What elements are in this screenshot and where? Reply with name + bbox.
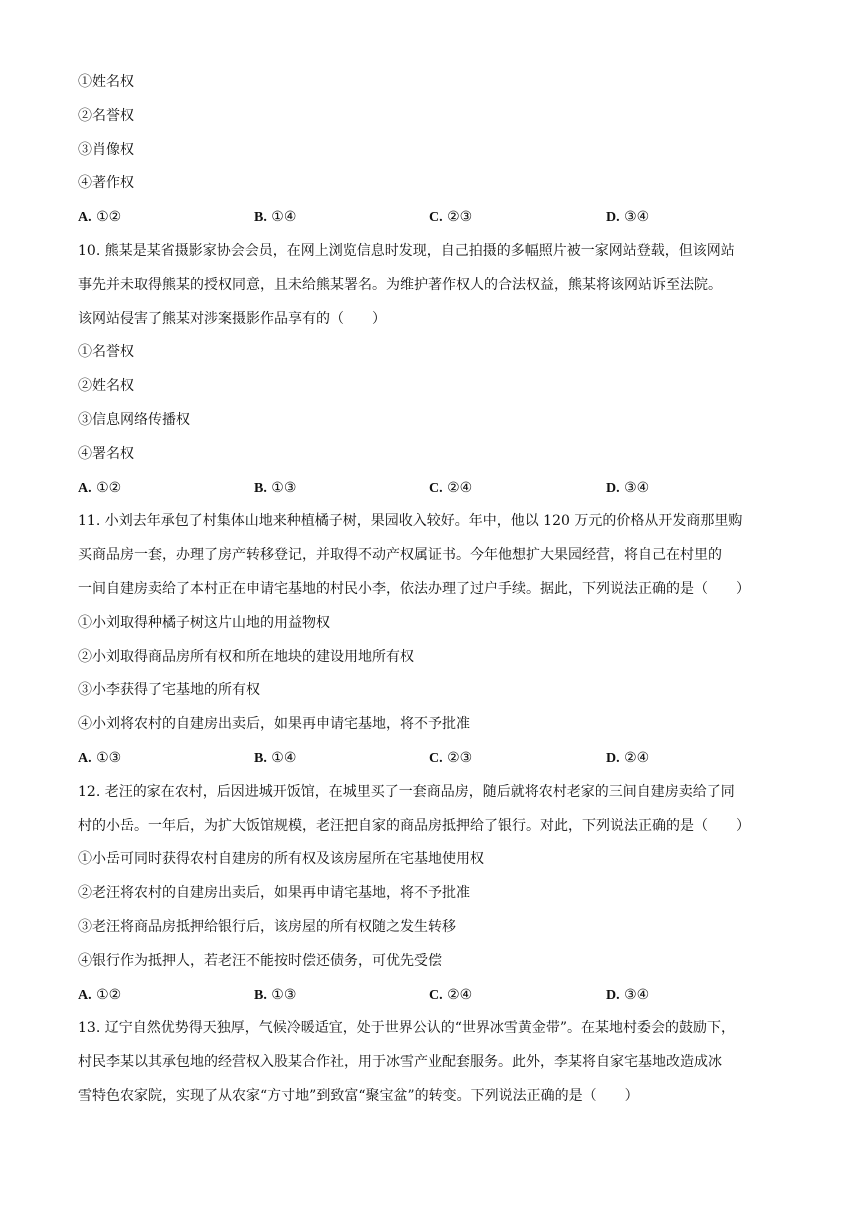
question-stem-line: 11. 小刘去年承包了村集体山地来种植橘子树，果园收入较好。年中，他以 120 万元的价格从开发商那里购 — [78, 513, 743, 530]
choice-item: ③信息网络传播权 — [78, 411, 190, 428]
option-b[interactable]: B. ①③ — [254, 479, 297, 496]
question-stem-line: 13. 辽宁自然优势得天独厚，气候冷暖适宜，处于世界公认的“世界冰雪黄金带”。在某地村委会的鼓励下， — [78, 1020, 736, 1037]
option-d[interactable]: D. ③④ — [606, 209, 650, 226]
question-stem-line: 村民李某以其承包地的经营权入股某合作社，用于冰雪产业配套服务。此外，李某将自家宅基地改造成冰 — [78, 1054, 722, 1071]
choice-item: ①小刘取得种橘子树这片山地的用益物权 — [78, 614, 330, 631]
question-stem-line: 村的小岳。一年后，为扩大饭馆规模，老汪把自家的商品房抵押给了银行。对此，下列说法正确的是（ ） — [78, 817, 750, 834]
choice-item: ②老汪将农村的自建房出卖后，如果再申请宅基地，将不予批准 — [78, 885, 470, 902]
question-stem-line: 10. 熊某是某省摄影家协会会员，在网上浏览信息时发现，自己拍摄的多幅照片被一家网站登载，但该网站 — [78, 242, 735, 259]
question-11 — [78, 505, 783, 775]
question-stem-line: 一间自建房卖给了本村正在申请宅基地的村民小李，依法办理了过户手续。据此，下列说法正确的是（ ） — [78, 580, 750, 597]
question-stem-line: 12. 老汪的家在农村，后因进城开饭馆，在城里买了一套商品房，随后就将农村老家的三间自建房卖给了同 — [78, 783, 735, 800]
choice-item: ②姓名权 — [78, 378, 134, 395]
option-b[interactable]: B. ①③ — [254, 986, 297, 1003]
choice-item: ①姓名权 — [78, 74, 134, 90]
choice-item: ③小李获得了宅基地的所有权 — [78, 682, 260, 699]
option-a[interactable]: A. ①② — [78, 986, 122, 1003]
option-d[interactable]: D. ③④ — [606, 479, 650, 496]
question-stem-line: 事先并未取得熊某的授权同意，且未给熊某署名。为维护著作权人的合法权益，熊某将该网站诉至法院。 — [78, 276, 722, 293]
question-13 — [78, 1012, 783, 1113]
answer-options — [78, 742, 783, 776]
option-c[interactable]: C. ②③ — [429, 209, 473, 226]
question-9 — [78, 66, 783, 235]
option-d[interactable]: D. ③④ — [606, 986, 650, 1003]
option-c[interactable]: C. ②④ — [429, 986, 473, 1003]
choice-item: ①小岳可同时获得农村自建房的所有权及该房屋所在宅基地使用权 — [78, 851, 484, 868]
option-b[interactable]: B. ①④ — [254, 749, 297, 766]
question-stem-line: 雪特色农家院，实现了从农家“方寸地”到致富“聚宝盆”的转变。下列说法正确的是（ ） — [78, 1087, 639, 1104]
choice-item: ④银行作为抵押人，若老汪不能按时偿还债务，可优先受偿 — [78, 952, 442, 969]
answer-options — [78, 472, 783, 506]
option-c[interactable]: C. ②③ — [429, 749, 473, 766]
option-d[interactable]: D. ②④ — [606, 749, 650, 766]
option-a[interactable]: A. ①③ — [78, 749, 122, 766]
exam-page — [78, 66, 783, 1114]
question-12 — [78, 776, 783, 1013]
choice-item: ②名誉权 — [78, 107, 134, 124]
choice-item: ①名誉权 — [78, 344, 134, 361]
answer-options — [78, 201, 783, 235]
option-c[interactable]: C. ②④ — [429, 479, 473, 496]
choice-item: ④著作权 — [78, 175, 134, 192]
choice-item: ③肖像权 — [78, 141, 134, 158]
choice-item: ②小刘取得商品房所有权和所在地块的建设用地所有权 — [78, 648, 414, 665]
choice-item: ③老汪将商品房抵押给银行后，该房屋的所有权随之发生转移 — [78, 918, 456, 935]
question-10 — [78, 235, 783, 505]
question-stem-line: 该网站侵害了熊某对涉案摄影作品享有的（ ） — [78, 310, 386, 327]
option-b[interactable]: B. ①④ — [254, 209, 297, 226]
option-a[interactable]: A. ①② — [78, 479, 122, 496]
choice-item: ④署名权 — [78, 445, 134, 462]
question-stem-line: 买商品房一套，办理了房产转移登记，并取得不动产权属证书。今年他想扩大果园经营，将自己在村里的 — [78, 547, 722, 564]
choice-item: ④小刘将农村的自建房出卖后，如果再申请宅基地，将不予批准 — [78, 716, 470, 733]
option-a[interactable]: A. ①② — [78, 209, 122, 226]
answer-options — [78, 979, 783, 1013]
